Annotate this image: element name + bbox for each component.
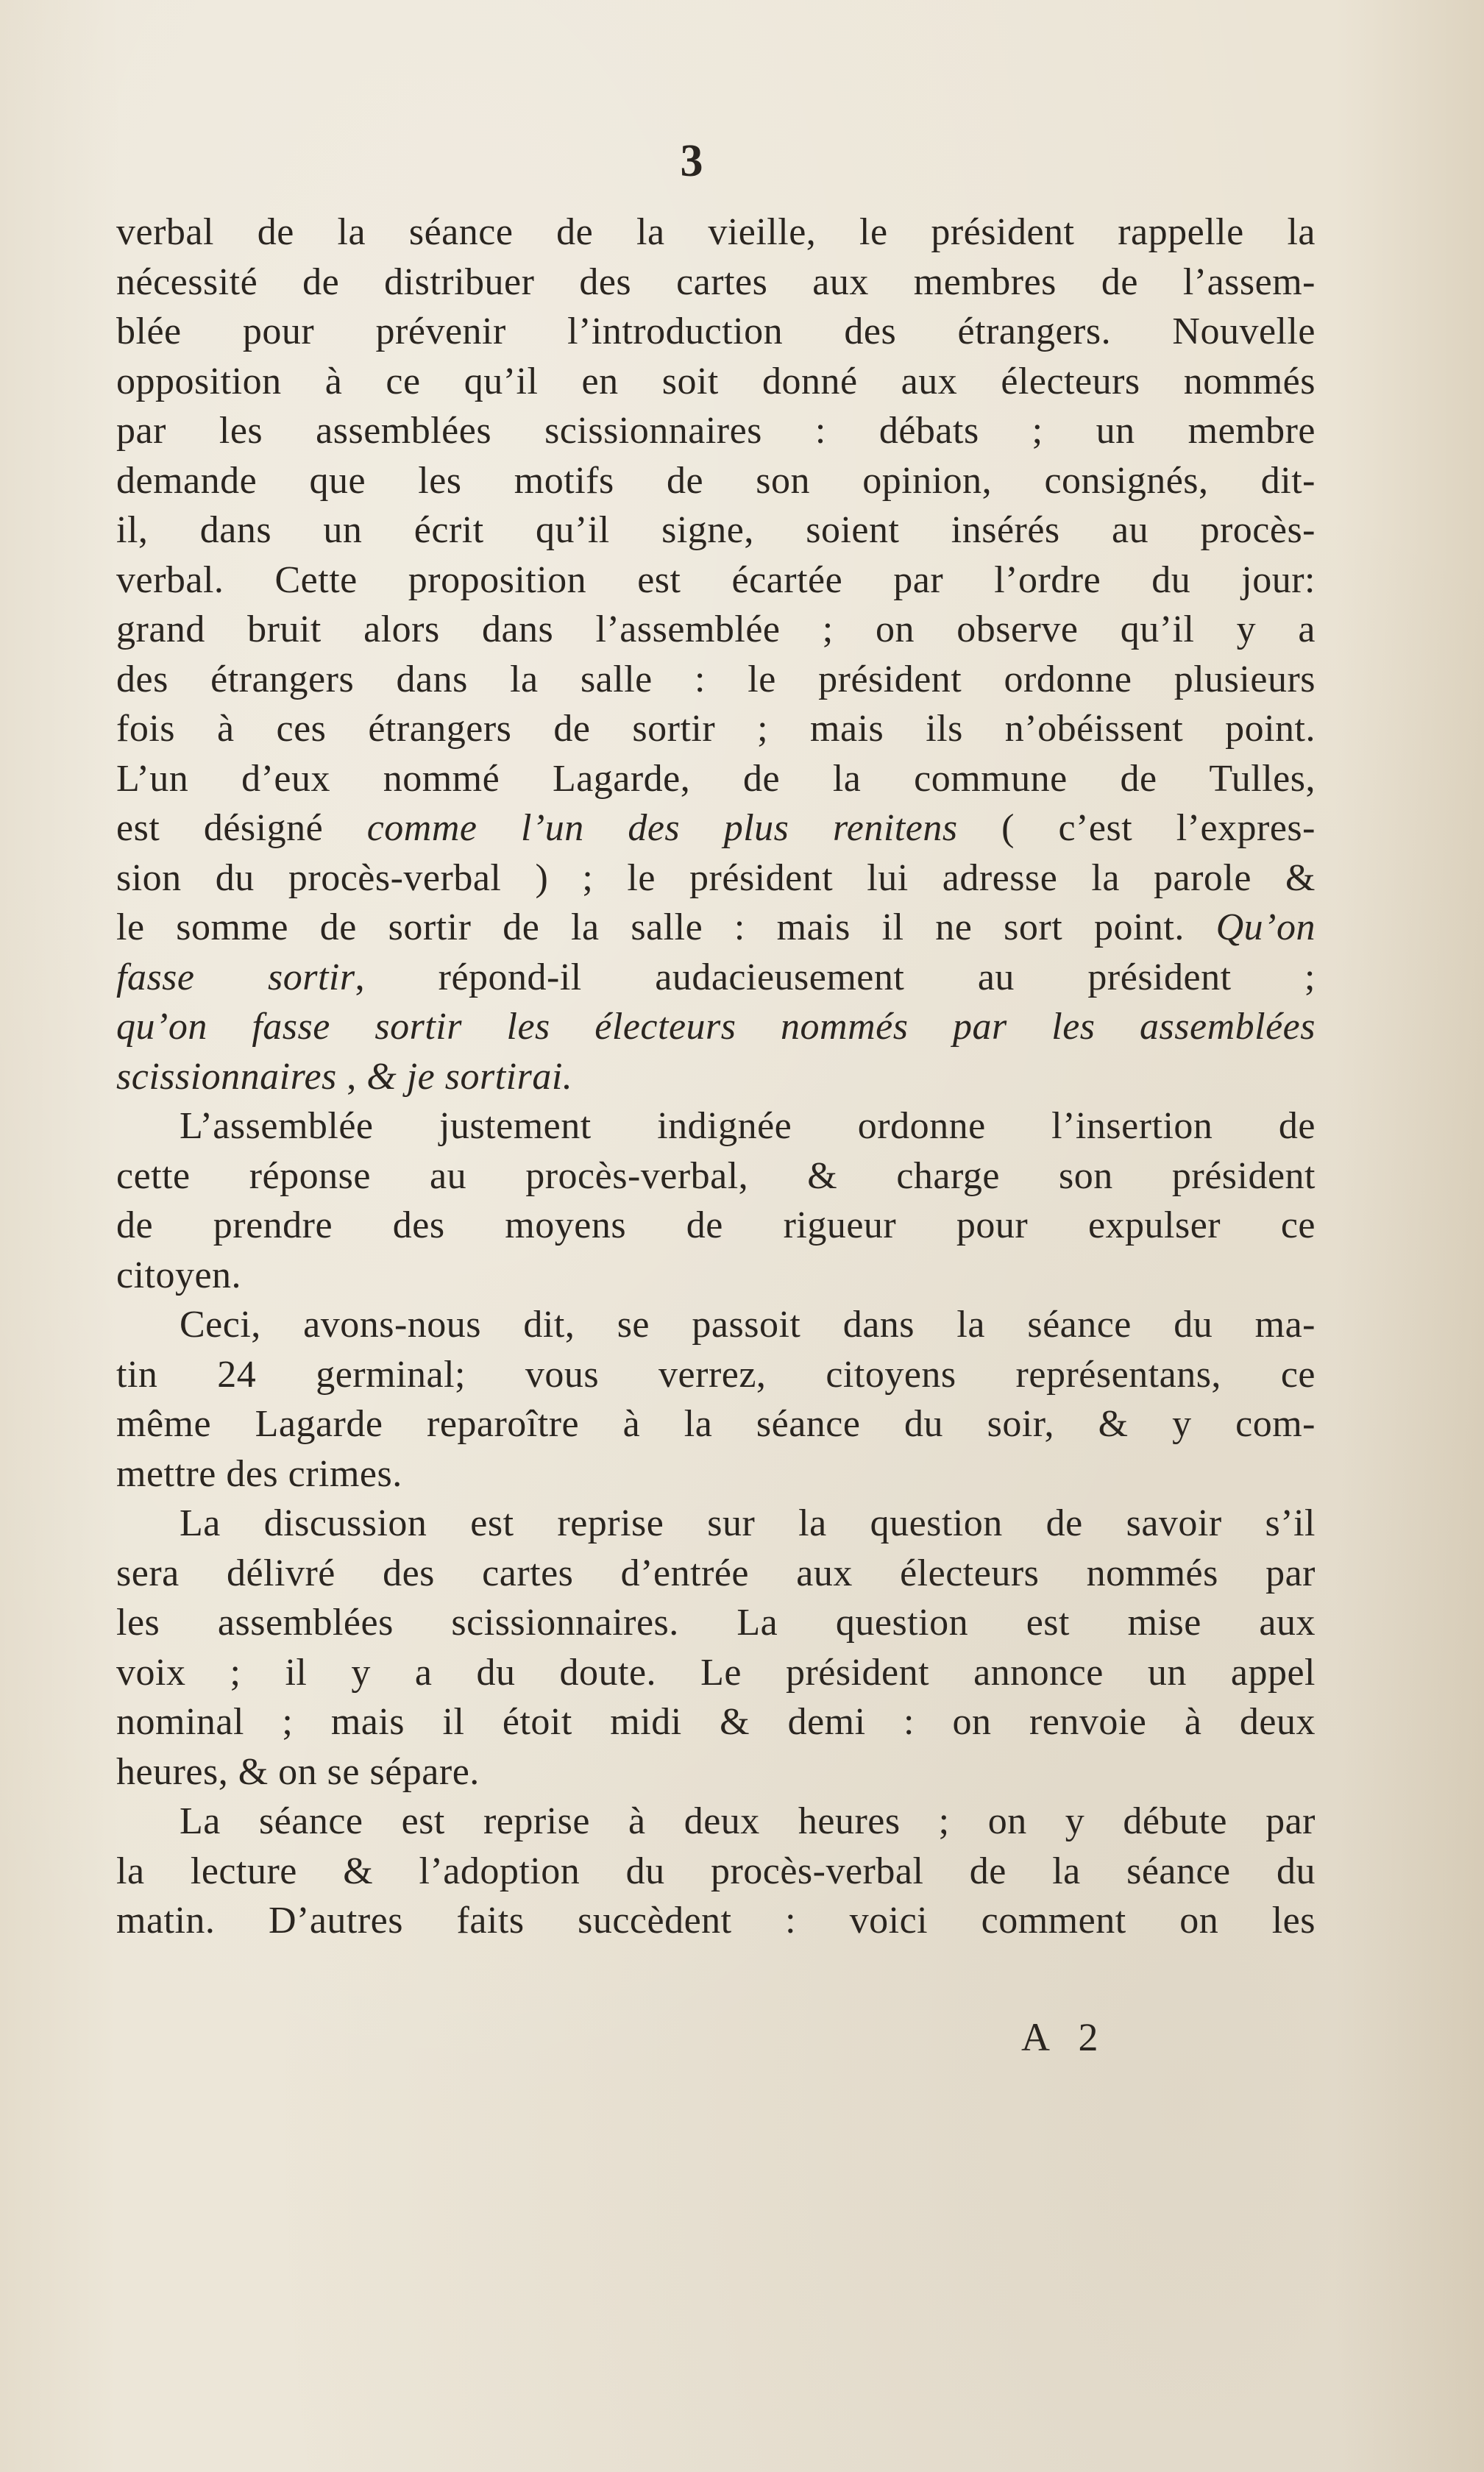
text-line [116,803,1316,853]
text-line [116,953,1316,1003]
text-run: La discussion est reprise sur la question de savoir s’il [180,1502,1316,1544]
text-line [116,853,1316,903]
text-line [116,1648,1316,1698]
text-run: fois à ces étrangers de sortir ; mais ils n’obéissent point. [116,708,1316,750]
italic-text-run: fasse sortir [116,956,355,998]
text-run: matin. D’autres faits succèdent : voici comment on les [116,1900,1316,1942]
italic-text-run: scissionnaires [116,1055,337,1098]
text-line [116,903,1316,953]
text-run: verbal. Cette proposition est écartée par l’ordre du jour: [116,558,1316,601]
text-line [116,1499,1316,1549]
text-run: heures, & on se sépare. [116,1750,480,1793]
text-run: est désigné [116,807,367,849]
text-line [116,1251,1316,1301]
text-run: le somme de sortir de la salle : mais il ne sort point. [116,906,1216,948]
text-run: citoyen. [116,1254,242,1296]
text-run: blée pour prévenir l’introduction des étrangers. Nouvelle [116,310,1316,352]
text-line [116,1350,1316,1400]
text-run: des étrangers dans la salle : le président ordonne plusieurs [116,658,1316,700]
page-number: 3 [680,136,703,186]
text-line [116,406,1316,456]
text-run: , répond-il audacieusement au président ; [355,956,1316,998]
text-run: la lecture & l’adoption du procès-verbal de la séance du [116,1850,1316,1892]
text-line [116,1747,1316,1797]
text-run: tin 24 germinal; vous verrez, citoyens représentans, ce [116,1353,1316,1396]
text-line [116,754,1316,804]
text-run: grand bruit alors dans l’assemblée ; on observe qu’il y a [116,608,1316,650]
italic-text-run: & je sortirai. [366,1055,573,1098]
text-run: mettre des crimes. [116,1452,402,1495]
text-run: sion du procès-verbal ) ; le président lui adresse la parole & [116,856,1316,899]
text-line [116,605,1316,655]
text-line [116,1300,1316,1350]
text-run: cette réponse au procès-verbal, & charge son président [116,1154,1316,1197]
text-line [116,555,1316,605]
text-run: voix ; il y a du doute. Le président annonce un appel [116,1651,1316,1694]
text-run: les assemblées scissionnaires. La question est mise aux [116,1602,1316,1644]
text-run: sera délivré des cartes d’entrée aux électeurs nommés par [116,1552,1316,1594]
text-line [116,1002,1316,1052]
text-run: opposition à ce qu’il en soit donné aux électeurs nommés [116,360,1316,402]
text-run: L’assemblée justement indignée ordonne l’insertion de [180,1105,1316,1147]
text-run: ( c’est l’expres- [957,807,1316,849]
text-line [116,357,1316,407]
text-run: même Lagarde reparoître à la séance du soir, & y com- [116,1403,1316,1445]
text-line [116,1101,1316,1151]
text-line [116,1151,1316,1201]
text-line [116,1697,1316,1747]
text-run: La séance est reprise à deux heures ; on y débute par [180,1800,1316,1842]
text-line [116,505,1316,555]
text-run: L’un d’eux nommé Lagarde, de la commune de Tulles, [116,757,1316,800]
text-line [116,1847,1316,1897]
text-run: il, dans un écrit qu’il signe, soient insérés au procès- [116,509,1316,551]
body-text [116,207,1316,1946]
text-line [116,1399,1316,1449]
text-line [116,1797,1316,1847]
text-line [116,1449,1316,1499]
text-line [116,207,1316,258]
text-line [116,655,1316,705]
text-line [116,1052,1316,1102]
text-run: Ceci, avons-nous dit, se passoit dans la séance du ma- [180,1304,1316,1346]
text-run: , [336,1055,367,1098]
text-line [116,456,1316,506]
italic-text-run: Qu’on [1215,906,1316,948]
italic-text-run: qu’on fasse sortir les électeurs nommés par les assemblées [116,1006,1316,1048]
text-line [116,1549,1316,1599]
text-line [116,1598,1316,1648]
text-line [116,307,1316,357]
text-run: demande que les motifs de son opinion, consignés, dit- [116,459,1316,502]
text-line [116,1201,1316,1251]
text-line [116,704,1316,754]
text-run: nominal ; mais il étoit midi & demi : on renvoie à deux [116,1701,1316,1743]
text-line [116,1896,1316,1946]
text-run: verbal de la séance de la vieille, le président rappelle la [116,211,1316,253]
text-run: nécessité de distribuer des cartes aux membres de l’assem- [116,260,1316,303]
printer-signature-mark: A 2 [1021,2015,1109,2059]
text-line [116,258,1316,308]
text-run: de prendre des moyens de rigueur pour expulser ce [116,1204,1316,1246]
italic-text-run: comme l’un des plus renitens [366,807,958,849]
text-run: par les assemblées scissionnaires : débats ; un membre [116,410,1316,452]
